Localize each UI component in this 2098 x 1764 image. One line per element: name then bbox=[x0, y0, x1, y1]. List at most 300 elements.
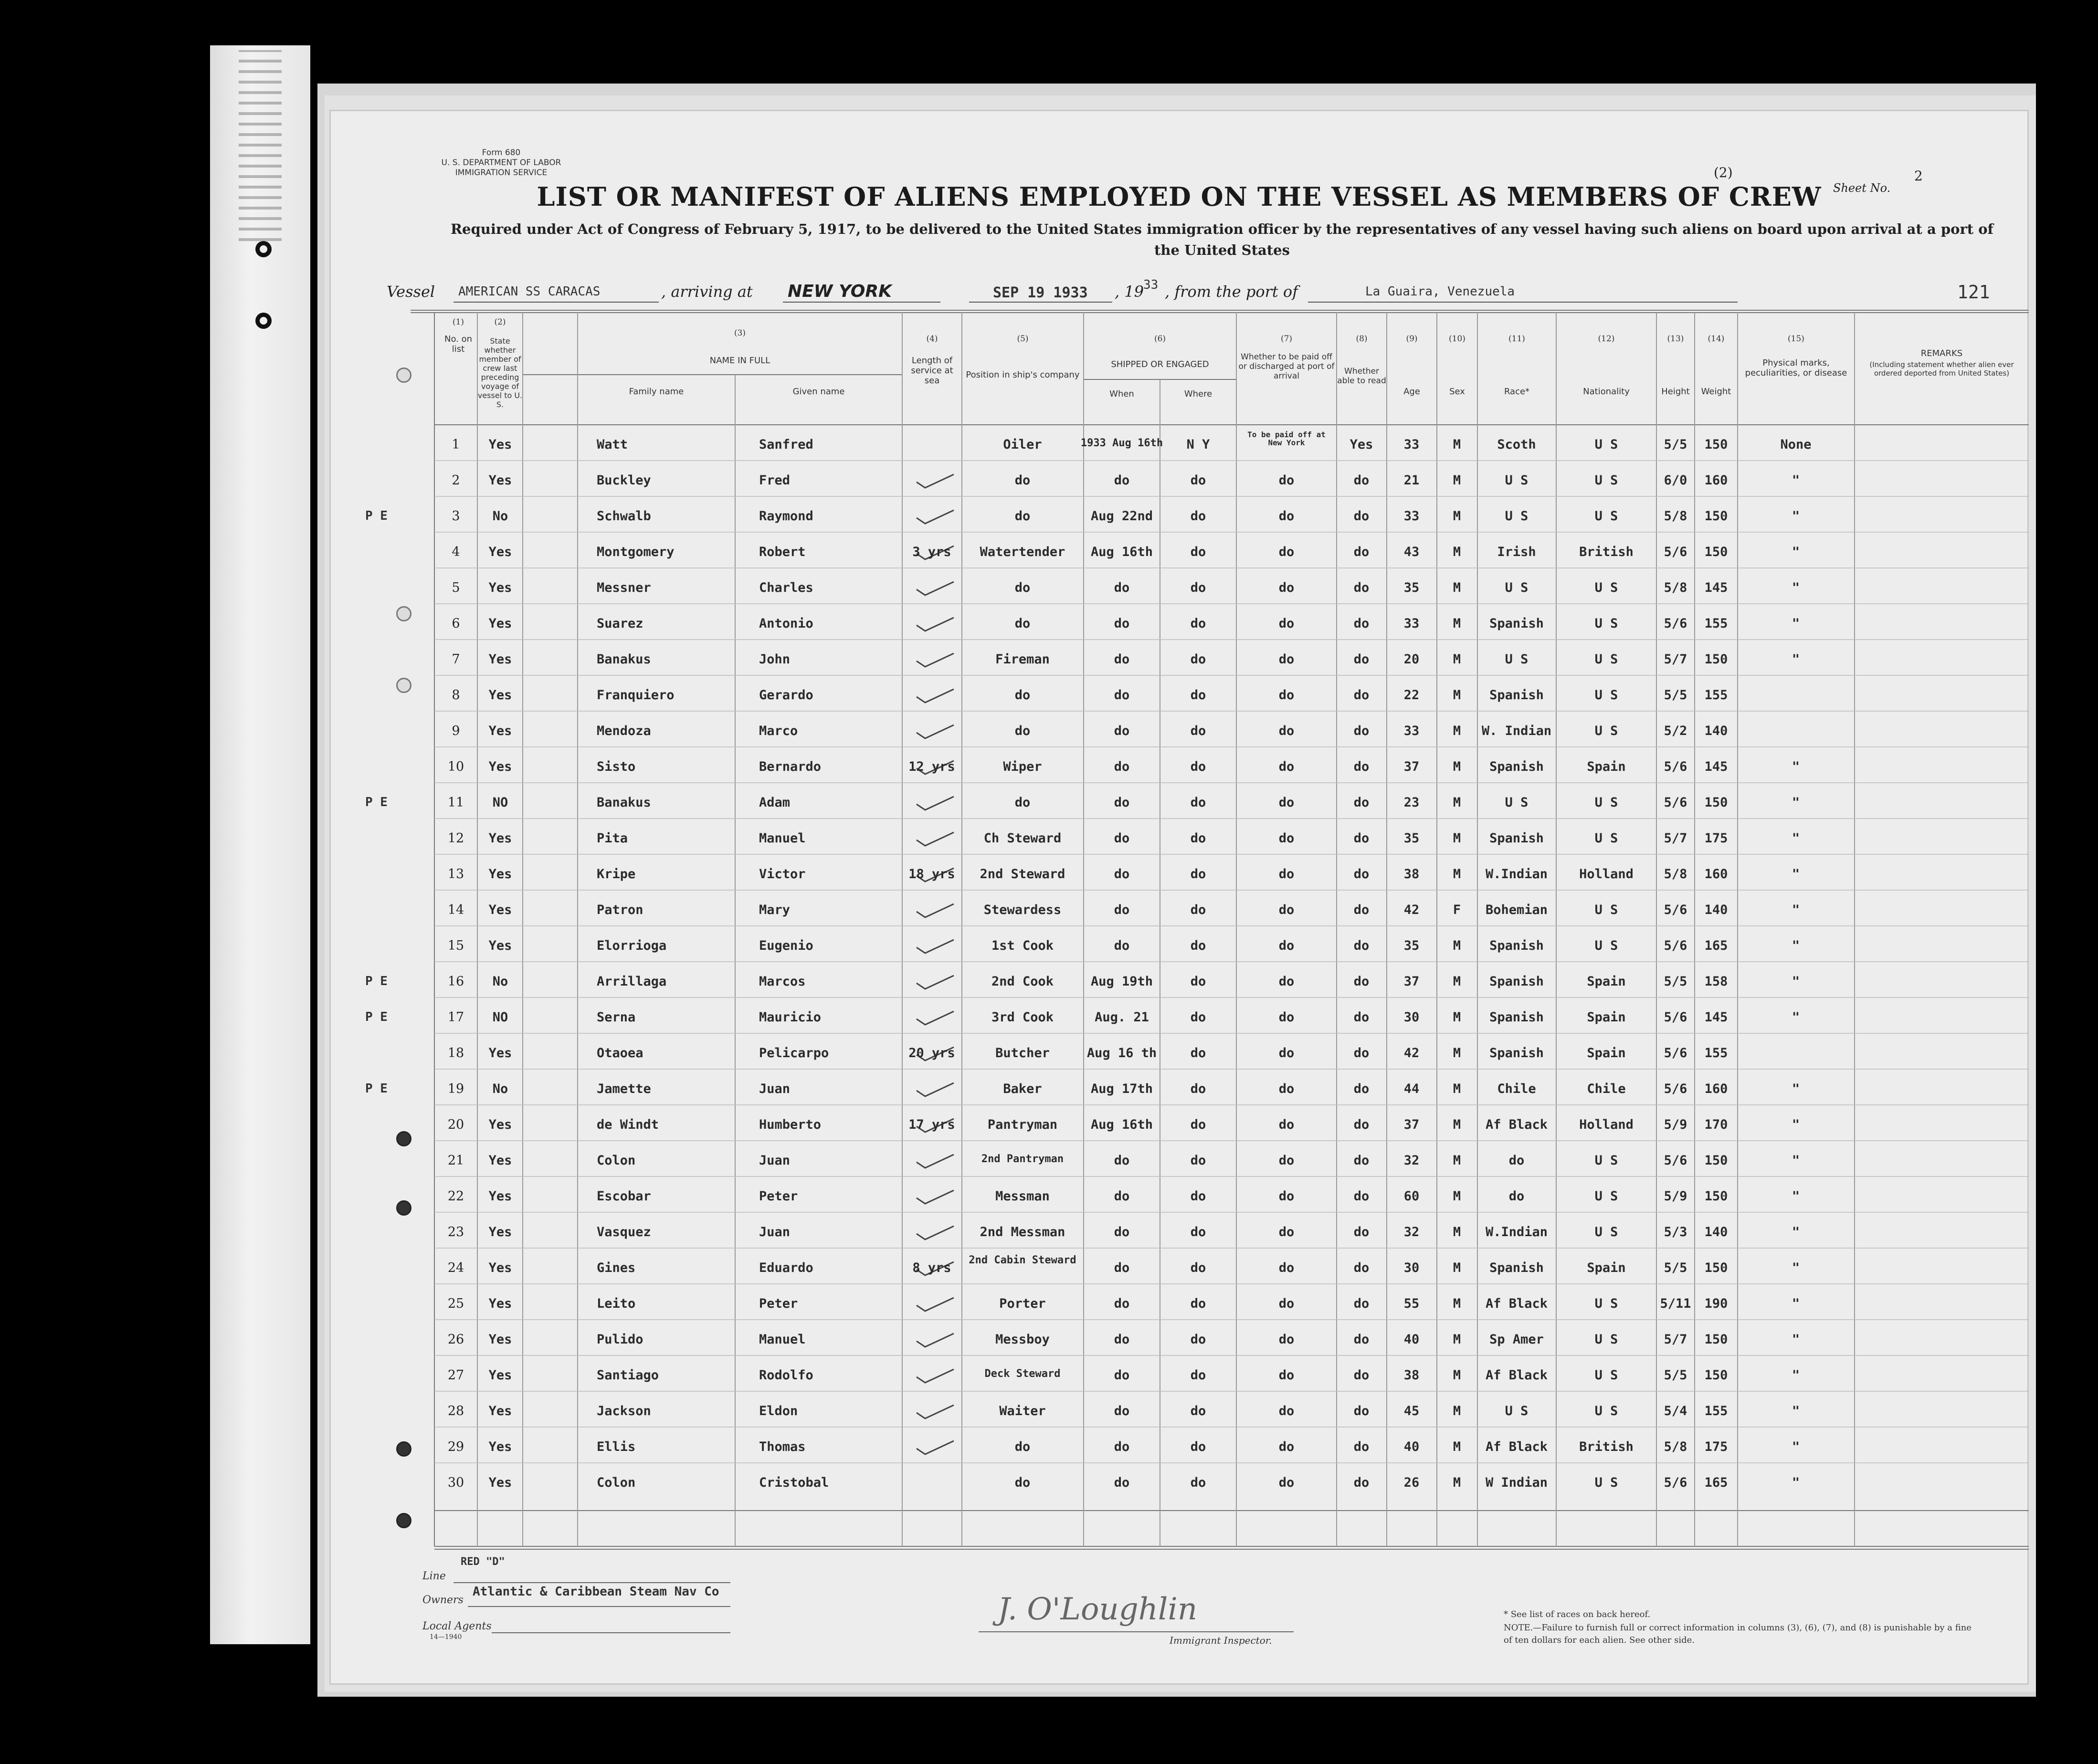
family-name-cell: Banakus bbox=[597, 795, 651, 810]
position-cell: Watertender bbox=[980, 545, 1065, 559]
shipped-when-cell: do bbox=[1114, 1225, 1130, 1239]
weight-cell: 140 bbox=[1704, 903, 1728, 917]
punch-hole-icon bbox=[396, 368, 411, 383]
row-number: 6 bbox=[452, 616, 460, 631]
service-length-cell: 8 yrs bbox=[912, 1260, 951, 1275]
prev-voyage-cell: Yes bbox=[488, 724, 512, 738]
shipped-when-cell: Aug 19th bbox=[1090, 974, 1153, 989]
row-number: 15 bbox=[447, 938, 464, 953]
position-cell: do bbox=[1014, 509, 1031, 524]
prev-voyage-cell: Yes bbox=[488, 545, 512, 559]
position-cell: Waiter bbox=[999, 1404, 1046, 1418]
age-cell: 35 bbox=[1403, 831, 1420, 846]
sex-cell: M bbox=[1453, 1153, 1461, 1168]
race-cell: Chile bbox=[1497, 1082, 1536, 1096]
able-to-read-cell: do bbox=[1353, 759, 1370, 774]
able-to-read-cell: do bbox=[1353, 580, 1370, 595]
prev-voyage-cell: Yes bbox=[488, 1046, 512, 1060]
physical-marks-cell: " bbox=[1792, 1225, 1800, 1239]
row-number: 13 bbox=[447, 867, 464, 882]
paid-off-cell: do bbox=[1278, 1010, 1295, 1025]
punch-hole-icon bbox=[396, 678, 411, 693]
family-name-cell: Gines bbox=[597, 1260, 636, 1275]
given-name-cell: Rodolfo bbox=[759, 1368, 813, 1383]
owners-value: Atlantic & Caribbean Steam Nav Co bbox=[473, 1585, 719, 1599]
physical-marks-cell: " bbox=[1792, 1153, 1800, 1168]
able-to-read-cell: do bbox=[1353, 867, 1370, 882]
form-service: IMMIGRATION SERVICE bbox=[455, 168, 548, 178]
height-cell: 5/5 bbox=[1664, 1368, 1687, 1383]
able-to-read-cell: do bbox=[1353, 1368, 1370, 1383]
row-number: 2 bbox=[452, 473, 460, 488]
weight-cell: 165 bbox=[1704, 938, 1728, 953]
nationality-cell: Holland bbox=[1579, 867, 1634, 882]
nationality-cell: Chile bbox=[1587, 1082, 1626, 1096]
inspector-label: Immigrant Inspector. bbox=[1170, 1635, 1272, 1646]
shipped-where-cell: do bbox=[1190, 1332, 1206, 1347]
nationality-cell: U S bbox=[1594, 1296, 1618, 1311]
race-cell: U S bbox=[1505, 1404, 1529, 1418]
nationality-cell: U S bbox=[1594, 831, 1618, 846]
nationality-cell: U S bbox=[1594, 903, 1618, 917]
height-cell: 5/11 bbox=[1660, 1296, 1691, 1311]
position-cell: Pantryman bbox=[987, 1117, 1058, 1132]
col-num: (10) bbox=[1449, 334, 1465, 344]
row-number: 17 bbox=[447, 1010, 464, 1025]
prev-voyage-cell: Yes bbox=[488, 1117, 512, 1132]
height-cell: 5/5 bbox=[1664, 688, 1687, 703]
nationality-cell: Spain bbox=[1587, 1260, 1626, 1275]
prev-voyage-cell: No bbox=[492, 1082, 508, 1096]
arriving-port: NEW YORK bbox=[788, 282, 892, 301]
weight-cell: 155 bbox=[1704, 1404, 1728, 1418]
height-cell: 5/6 bbox=[1664, 759, 1687, 774]
col-num: (5) bbox=[1017, 334, 1029, 344]
able-to-read-cell: do bbox=[1353, 1082, 1370, 1096]
sex-cell: M bbox=[1453, 1082, 1461, 1096]
age-cell: 33 bbox=[1403, 509, 1420, 524]
nationality-cell: British bbox=[1579, 545, 1634, 559]
weight-cell: 140 bbox=[1704, 724, 1728, 738]
paid-off-cell: do bbox=[1278, 1475, 1295, 1490]
position-cell: 2nd Cabin Steward bbox=[969, 1254, 1076, 1266]
given-name-cell: Charles bbox=[759, 580, 813, 595]
race-cell: W.Indian bbox=[1485, 1225, 1548, 1239]
shipped-when-cell: do bbox=[1114, 1189, 1130, 1204]
given-name-cell: Eldon bbox=[759, 1404, 798, 1418]
shipped-when-cell: do bbox=[1114, 1404, 1130, 1418]
paid-off-cell: do bbox=[1278, 1082, 1295, 1096]
age-cell: 20 bbox=[1403, 652, 1420, 667]
row-number: 14 bbox=[447, 903, 464, 917]
shipped-where-cell: do bbox=[1190, 795, 1206, 810]
shipped-where-cell: do bbox=[1190, 724, 1206, 738]
able-to-read-cell: do bbox=[1353, 724, 1370, 738]
paid-off-cell: To be paid off at New York bbox=[1247, 430, 1326, 447]
row-number: 4 bbox=[452, 545, 460, 559]
sex-cell: M bbox=[1453, 1117, 1461, 1132]
physical-marks-cell: " bbox=[1792, 938, 1800, 953]
position-cell: 3rd Cook bbox=[991, 1010, 1054, 1025]
prev-voyage-cell: Yes bbox=[488, 1153, 512, 1168]
family-name-cell: Banakus bbox=[597, 652, 651, 667]
weight-cell: 160 bbox=[1704, 473, 1728, 488]
col-num: (9) bbox=[1406, 334, 1418, 344]
weight-cell: 170 bbox=[1704, 1117, 1728, 1132]
header-given-name: Given name bbox=[792, 387, 845, 397]
sex-cell: M bbox=[1453, 437, 1461, 452]
sex-cell: M bbox=[1453, 1046, 1461, 1060]
physical-marks-cell: " bbox=[1792, 1368, 1800, 1383]
paid-off-cell: do bbox=[1278, 724, 1295, 738]
able-to-read-cell: do bbox=[1353, 1332, 1370, 1347]
weight-cell: 150 bbox=[1704, 795, 1728, 810]
family-name-cell: Kripe bbox=[597, 867, 636, 882]
margin-mark: P E bbox=[365, 509, 388, 523]
shipped-where-cell: do bbox=[1190, 1439, 1206, 1454]
weight-cell: 158 bbox=[1704, 974, 1728, 989]
weight-cell: 150 bbox=[1704, 437, 1728, 452]
shipped-where-cell: do bbox=[1190, 580, 1206, 595]
weight-cell: 155 bbox=[1704, 1046, 1728, 1060]
race-cell: Scoth bbox=[1497, 437, 1536, 452]
arrival-date: SEP 19 1933 bbox=[993, 284, 1088, 301]
age-cell: 42 bbox=[1403, 903, 1420, 917]
col-num: (13) bbox=[1667, 334, 1684, 344]
height-cell: 5/6 bbox=[1664, 1153, 1687, 1168]
physical-marks-cell: " bbox=[1792, 1475, 1800, 1490]
physical-marks-cell: " bbox=[1792, 1082, 1800, 1096]
position-cell: Wiper bbox=[1003, 759, 1042, 774]
row-number: 8 bbox=[452, 688, 460, 703]
age-cell: 23 bbox=[1403, 795, 1420, 810]
position-cell: Stewardess bbox=[983, 903, 1062, 917]
height-cell: 5/7 bbox=[1664, 831, 1687, 846]
nationality-cell: British bbox=[1579, 1439, 1634, 1454]
col-num: (3) bbox=[734, 328, 746, 338]
shipped-when-cell: Aug 16 th bbox=[1086, 1046, 1157, 1060]
prev-voyage-cell: Yes bbox=[488, 473, 512, 488]
sex-cell: M bbox=[1453, 795, 1461, 810]
weight-cell: 150 bbox=[1704, 652, 1728, 667]
age-cell: 22 bbox=[1403, 688, 1420, 703]
given-name-cell: Eduardo bbox=[759, 1260, 813, 1275]
family-name-cell: Mendoza bbox=[597, 724, 651, 738]
shipped-where-cell: do bbox=[1190, 1189, 1206, 1204]
height-cell: 5/3 bbox=[1664, 1225, 1687, 1239]
prev-voyage-cell: Yes bbox=[488, 1189, 512, 1204]
weight-cell: 155 bbox=[1704, 616, 1728, 631]
nationality-cell: Spain bbox=[1587, 759, 1626, 774]
age-cell: 32 bbox=[1403, 1153, 1420, 1168]
shipped-when-cell: do bbox=[1114, 1439, 1130, 1454]
height-cell: 5/6 bbox=[1664, 545, 1687, 559]
given-name-cell: Sanfred bbox=[759, 437, 813, 452]
given-name-cell: Humberto bbox=[759, 1117, 822, 1132]
row-number: 30 bbox=[447, 1475, 464, 1490]
header-no-on-list: No. on list bbox=[444, 334, 473, 354]
nationality-cell: U S bbox=[1594, 688, 1618, 703]
given-name-cell: Marco bbox=[759, 724, 798, 738]
paid-off-cell: do bbox=[1278, 1153, 1295, 1168]
able-to-read-cell: do bbox=[1353, 1475, 1370, 1490]
header-able-to-read: Whether able to read bbox=[1337, 367, 1386, 386]
prev-voyage-cell: Yes bbox=[488, 867, 512, 882]
height-cell: 5/6 bbox=[1664, 1010, 1687, 1025]
given-name-cell: Thomas bbox=[759, 1439, 806, 1454]
weight-cell: 160 bbox=[1704, 867, 1728, 882]
physical-marks-cell: " bbox=[1792, 473, 1800, 488]
able-to-read-cell: do bbox=[1353, 652, 1370, 667]
paid-off-cell: do bbox=[1278, 938, 1295, 953]
weight-cell: 150 bbox=[1704, 1332, 1728, 1347]
table-grid bbox=[329, 110, 2029, 1685]
given-name-cell: Mary bbox=[759, 903, 791, 917]
height-cell: 5/5 bbox=[1664, 1260, 1687, 1275]
position-cell: do bbox=[1014, 1475, 1031, 1490]
age-cell: 32 bbox=[1403, 1225, 1420, 1239]
shipped-where-cell: do bbox=[1190, 652, 1206, 667]
col-num: (2) bbox=[494, 317, 506, 327]
row-number: 27 bbox=[447, 1368, 464, 1383]
paid-off-cell: do bbox=[1278, 831, 1295, 846]
sex-cell: M bbox=[1453, 831, 1461, 846]
weight-cell: 175 bbox=[1704, 1439, 1728, 1454]
age-cell: 40 bbox=[1403, 1332, 1420, 1347]
shipped-when-cell: do bbox=[1114, 1153, 1130, 1168]
row-number: 26 bbox=[447, 1332, 464, 1347]
nationality-cell: U S bbox=[1594, 580, 1618, 595]
paid-off-cell: do bbox=[1278, 1332, 1295, 1347]
age-cell: 26 bbox=[1403, 1475, 1420, 1490]
height-cell: 6/0 bbox=[1664, 473, 1687, 488]
prev-voyage-cell: Yes bbox=[488, 1368, 512, 1383]
paid-off-cell: do bbox=[1278, 795, 1295, 810]
age-cell: 38 bbox=[1403, 867, 1420, 882]
able-to-read-cell: do bbox=[1353, 1117, 1370, 1132]
age-cell: 44 bbox=[1403, 1082, 1420, 1096]
given-name-cell: Bernardo bbox=[759, 759, 822, 774]
race-cell: Spanish bbox=[1489, 1010, 1544, 1025]
row-number: 28 bbox=[447, 1404, 464, 1418]
paid-off-cell: do bbox=[1278, 903, 1295, 917]
paid-off-cell: do bbox=[1278, 759, 1295, 774]
punch-hole-icon bbox=[396, 1513, 411, 1528]
physical-marks-cell: " bbox=[1792, 759, 1800, 774]
position-cell: do bbox=[1014, 473, 1031, 488]
shipped-where-cell: do bbox=[1190, 1153, 1206, 1168]
row-number: 23 bbox=[447, 1225, 464, 1239]
sex-cell: M bbox=[1453, 616, 1461, 631]
able-to-read-cell: do bbox=[1353, 509, 1370, 524]
able-to-read-cell: do bbox=[1353, 1404, 1370, 1418]
family-name-cell: Serna bbox=[597, 1010, 636, 1025]
physical-marks-cell: " bbox=[1792, 1117, 1800, 1132]
header-remarks-note: (Including statement whether alien ever ordered deported from United States) bbox=[1869, 360, 2014, 378]
age-cell: 30 bbox=[1403, 1260, 1420, 1275]
family-name-cell: Schwalb bbox=[597, 509, 651, 524]
shipped-when-cell: Aug 22nd bbox=[1090, 509, 1153, 524]
physical-marks-cell: " bbox=[1792, 1260, 1800, 1275]
sex-cell: M bbox=[1453, 1260, 1461, 1275]
race-cell: Spanish bbox=[1489, 1046, 1544, 1060]
weight-cell: 150 bbox=[1704, 545, 1728, 559]
family-name-cell: Patron bbox=[597, 903, 643, 917]
race-cell: Spanish bbox=[1489, 759, 1544, 774]
prev-voyage-cell: Yes bbox=[488, 831, 512, 846]
able-to-read-cell: do bbox=[1353, 1189, 1370, 1204]
position-cell: Fireman bbox=[995, 652, 1050, 667]
year-suffix: 33 bbox=[1143, 278, 1159, 292]
header-where: Where bbox=[1184, 389, 1212, 399]
prev-voyage-cell: Yes bbox=[488, 1296, 512, 1311]
shipped-when-cell: do bbox=[1114, 652, 1130, 667]
prev-voyage-cell: Yes bbox=[488, 1225, 512, 1239]
check-marks bbox=[917, 474, 954, 1454]
shipped-where-cell: do bbox=[1190, 1296, 1206, 1311]
sex-cell: M bbox=[1453, 473, 1461, 488]
col-num: (14) bbox=[1708, 334, 1725, 344]
binder-strip bbox=[210, 45, 310, 1644]
height-cell: 5/5 bbox=[1664, 437, 1687, 452]
paid-off-cell: do bbox=[1278, 616, 1295, 631]
given-name-cell: Eugenio bbox=[759, 938, 813, 953]
height-cell: 5/6 bbox=[1664, 1475, 1687, 1490]
page-title: LIST OR MANIFEST OF ALIENS EMPLOYED ON THE VESSEL AS MEMBERS OF CREW bbox=[537, 181, 1822, 212]
paid-off-cell: do bbox=[1278, 1260, 1295, 1275]
position-cell: 2nd Cook bbox=[991, 974, 1054, 989]
position-cell: 2nd Steward bbox=[980, 867, 1065, 882]
row-number: 7 bbox=[452, 652, 460, 667]
position-cell: do bbox=[1014, 580, 1031, 595]
given-name-cell: Mauricio bbox=[759, 1010, 822, 1025]
nationality-cell: Spain bbox=[1587, 974, 1626, 989]
binder-wear bbox=[239, 50, 282, 241]
height-cell: 5/6 bbox=[1664, 938, 1687, 953]
physical-marks-cell: " bbox=[1792, 1010, 1800, 1025]
age-cell: 37 bbox=[1403, 1117, 1420, 1132]
given-name-cell: Pelicarpo bbox=[759, 1046, 829, 1060]
given-name-cell: Cristobal bbox=[759, 1475, 829, 1490]
prev-voyage-cell: Yes bbox=[488, 1475, 512, 1490]
paid-off-cell: do bbox=[1278, 1368, 1295, 1383]
weight-cell: 165 bbox=[1704, 1475, 1728, 1490]
able-to-read-cell: do bbox=[1353, 1153, 1370, 1168]
col-num: (7) bbox=[1280, 334, 1293, 344]
sex-cell: M bbox=[1453, 1010, 1461, 1025]
position-cell: do bbox=[1014, 724, 1031, 738]
form-department: U. S. DEPARTMENT OF LABOR bbox=[441, 158, 561, 168]
able-to-read-cell: do bbox=[1353, 974, 1370, 989]
physical-marks-cell: " bbox=[1792, 509, 1800, 524]
age-cell: 33 bbox=[1403, 437, 1420, 452]
shipped-when-cell: Aug 17th bbox=[1090, 1082, 1153, 1096]
able-to-read-cell: do bbox=[1353, 1296, 1370, 1311]
given-name-cell: Fred bbox=[759, 473, 791, 488]
prev-voyage-cell: Yes bbox=[488, 616, 512, 631]
row-number: 22 bbox=[447, 1189, 464, 1204]
sex-cell: M bbox=[1453, 545, 1461, 559]
age-cell: 33 bbox=[1403, 724, 1420, 738]
given-name-cell: Manuel bbox=[759, 1332, 806, 1347]
age-cell: 30 bbox=[1403, 1010, 1420, 1025]
sex-cell: M bbox=[1453, 938, 1461, 953]
nationality-cell: U S bbox=[1594, 1332, 1618, 1347]
paid-off-cell: do bbox=[1278, 1117, 1295, 1132]
height-cell: 5/6 bbox=[1664, 1082, 1687, 1096]
header-shipped-or-engaged: SHIPPED OR ENGAGED bbox=[1111, 359, 1209, 369]
given-name-cell: Marcos bbox=[759, 974, 806, 989]
position-cell: Oiler bbox=[1003, 437, 1042, 452]
weight-cell: 175 bbox=[1704, 831, 1728, 846]
family-name-cell: Escobar bbox=[597, 1189, 651, 1204]
shipped-where-cell: do bbox=[1190, 1010, 1206, 1025]
height-cell: 5/7 bbox=[1664, 652, 1687, 667]
race-cell: Spanish bbox=[1489, 616, 1544, 631]
height-cell: 5/6 bbox=[1664, 903, 1687, 917]
paid-off-cell: do bbox=[1278, 545, 1295, 559]
age-cell: 45 bbox=[1403, 1404, 1420, 1418]
header-age: Age bbox=[1403, 387, 1420, 397]
shipped-where-cell: N Y bbox=[1186, 437, 1210, 452]
sex-cell: M bbox=[1453, 1296, 1461, 1311]
sex-cell: M bbox=[1453, 1475, 1461, 1490]
page-subtitle: Required under Act of Congress of February 5, 1917, to be delivered to the United States immigration officer by the representatives of any vessel having such aliens on board upon arrival at a port of the United States bbox=[450, 221, 1994, 258]
given-name-cell: Gerardo bbox=[759, 688, 813, 703]
sheet-label: Sheet No. bbox=[1833, 181, 1891, 195]
shipped-when-cell: do bbox=[1114, 1332, 1130, 1347]
position-cell: Deck Steward bbox=[984, 1368, 1061, 1380]
row-number: 10 bbox=[447, 759, 464, 774]
age-cell: 37 bbox=[1403, 974, 1420, 989]
header-weight: Weight bbox=[1701, 387, 1731, 397]
sex-cell: F bbox=[1453, 903, 1461, 917]
sex-cell: M bbox=[1453, 580, 1461, 595]
family-name-cell: Arrillaga bbox=[597, 974, 667, 989]
able-to-read-cell: do bbox=[1353, 1046, 1370, 1060]
paid-off-cell: do bbox=[1278, 1439, 1295, 1454]
shipped-when-cell: do bbox=[1114, 616, 1130, 631]
weight-cell: 150 bbox=[1704, 1189, 1728, 1204]
paid-off-cell: do bbox=[1278, 1404, 1295, 1418]
able-to-read-cell: do bbox=[1353, 688, 1370, 703]
departure-port: La Guaira, Venezuela bbox=[1365, 284, 1515, 299]
prev-voyage-cell: Yes bbox=[488, 903, 512, 917]
given-name-cell: Victor bbox=[759, 867, 806, 882]
given-name-cell: Manuel bbox=[759, 831, 806, 846]
sex-cell: M bbox=[1453, 509, 1461, 524]
sex-cell: M bbox=[1453, 724, 1461, 738]
sex-cell: M bbox=[1453, 974, 1461, 989]
shipped-when-cell: do bbox=[1114, 831, 1130, 846]
family-name-cell: Otaoea bbox=[597, 1046, 643, 1060]
punch-hole-icon bbox=[396, 1441, 411, 1457]
position-cell: Messman bbox=[995, 1189, 1050, 1204]
margin-mark: P E bbox=[365, 1082, 388, 1096]
service-length-cell: 12 yrs bbox=[908, 759, 955, 774]
service-length-cell: 17 yrs bbox=[908, 1117, 955, 1132]
able-to-read-cell: do bbox=[1353, 616, 1370, 631]
age-cell: 35 bbox=[1403, 580, 1420, 595]
physical-marks-cell: None bbox=[1780, 437, 1812, 452]
row-number: 18 bbox=[447, 1046, 464, 1060]
paid-off-cell: do bbox=[1278, 867, 1295, 882]
sex-cell: M bbox=[1453, 688, 1461, 703]
header-paid-off: Whether to be paid off or discharged at port of arrival bbox=[1238, 352, 1335, 381]
sex-cell: M bbox=[1453, 1332, 1461, 1347]
family-name-cell: Santiago bbox=[597, 1368, 659, 1383]
paid-off-cell: do bbox=[1278, 1046, 1295, 1060]
